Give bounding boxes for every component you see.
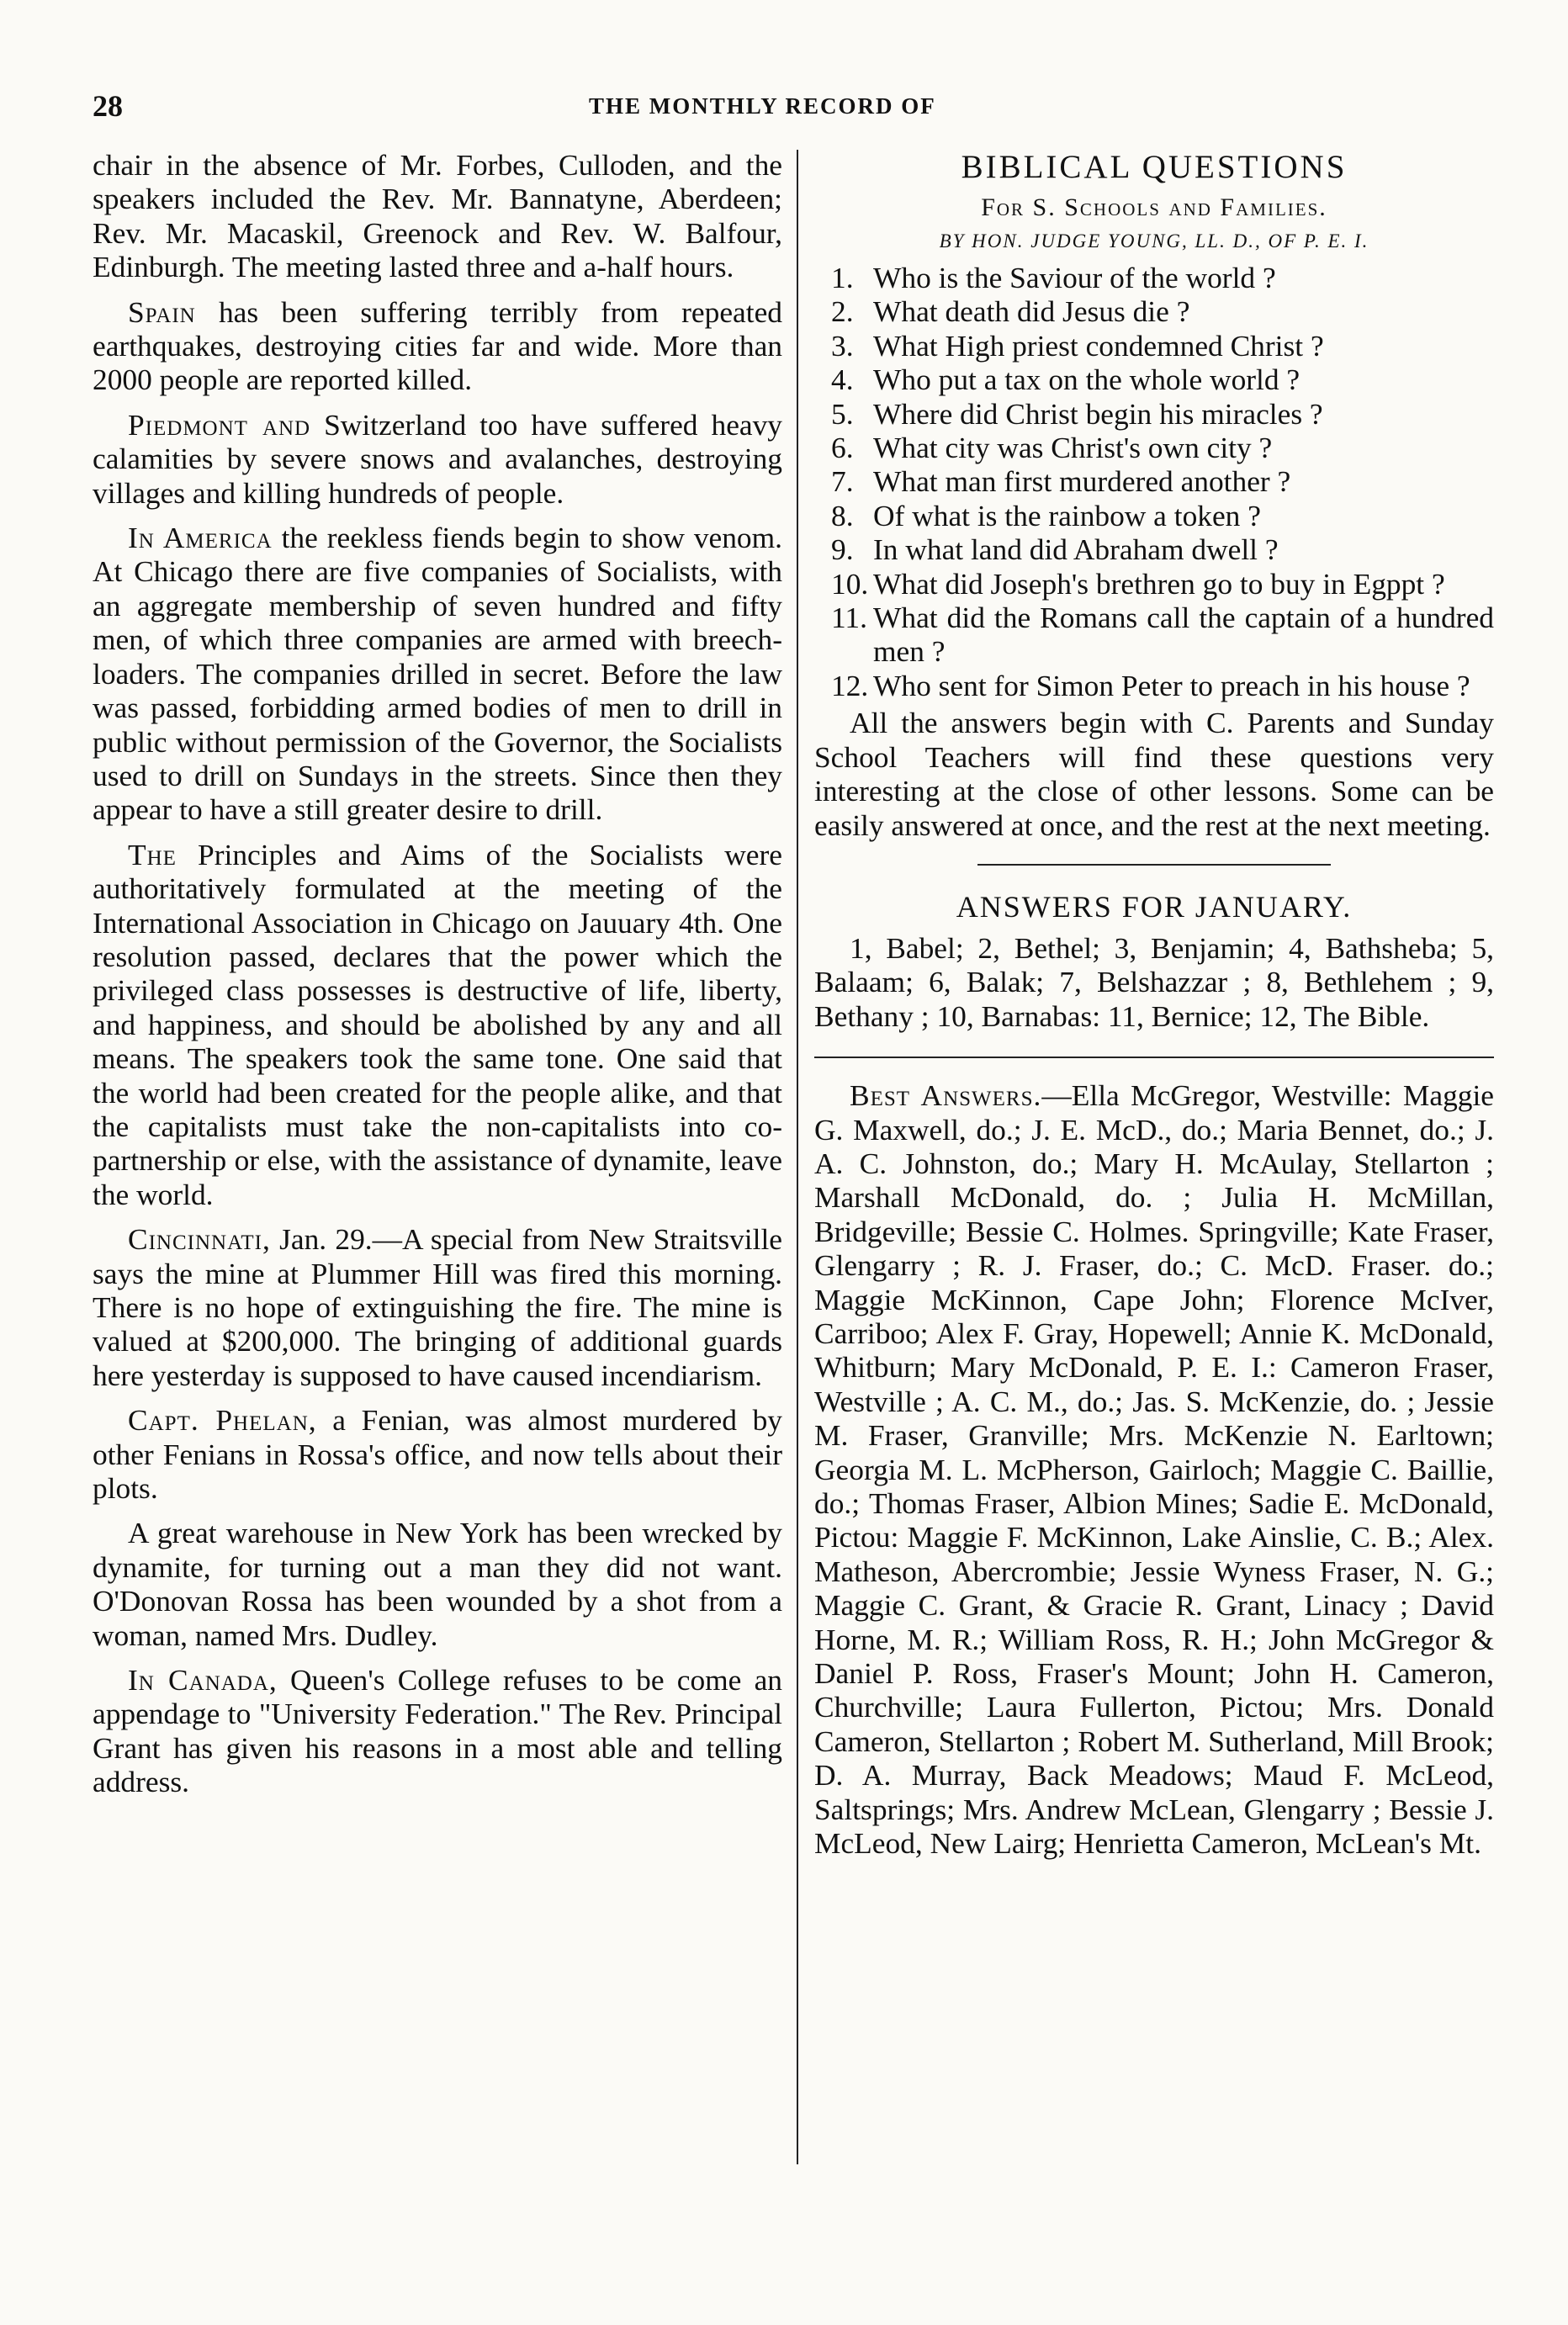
right-column — [814, 148, 1494, 1871]
paragraph-lead: Cincinnati, — [128, 1222, 271, 1257]
paragraph-text: a Fenian, was almost murdered by other Fenians in Rossa's office, and now tells about their plots. — [93, 1403, 782, 1506]
question-number: 3. — [831, 328, 854, 363]
paragraph — [93, 1663, 782, 1799]
question-number: 6. — [831, 431, 854, 465]
question-number: 12. — [831, 668, 869, 702]
question-number: 4. — [831, 363, 854, 397]
paragraph — [93, 408, 782, 510]
question-text: What High priest condemned Christ ? — [873, 328, 1324, 363]
question-number: 11. — [831, 601, 867, 635]
question-number: 8. — [831, 498, 854, 532]
question-text: What city was Christ's own city ? — [873, 431, 1273, 465]
question-number: 5. — [831, 396, 854, 431]
best-answers-lead: Best Answers. — [850, 1078, 1042, 1113]
question-text: What man first murdered another ? — [873, 464, 1291, 499]
best-answers-text: —Ella McGregor, Westville: Maggie G. Maxwell, do.; J. E. McD., do.; Maria Bennet, do.; J. A. C. Johnston, do.; Mary H. McAulay, Stellarton ; Marshall McDonald, do. ; Julia H. McMillan, Bridgeville; Bessie C. Holmes. Springville; Kate Fraser, Glengarry ; R. J. Fraser, do.; C. McD. Fraser. do.; Maggie McKinnon, Cape John; Florence McIver, Carriboo; Alex F. Gray, Hopewell; Annie K. McDonald, Whitburn; Mary McDonald, P. E. I.: Cameron Fraser, Westville ; A. C. M., do.; Jas. S. McKenzie, do. ; Jessie M. Fraser, Granville; Mrs. McKenzie N. Earltown; Georgia M. L. McPherson, Gairloch; Maggie C. Baillie, do.; Thomas Fraser, Albion Mines; Sadie E. McDonald, Pictou: Maggie F. McKinnon, Lake Ainslie, C. B.; Alex. Matheson, Abercrombie; Jessie Wyness Fraser, N. G.; Maggie C. Grant, & Gracie R. Grant, Linacy ; David Horne, M. R.; William Ross, R. H.; John McGregor & Daniel P. Ross, Fraser's Mount; John H. Cameron, Churchville; Laura Fullerton, Pictou; Mrs. Donald Cameron, Stellarton ; Robert M. Sutherland, Mill Brook; D. A. Murray, Back Meadows; Maud F. McLeod, Saltsprings; Mrs. Andrew McLean, Glengarry ; Bessie J. McLeod, New Lairg; Henrietta Cameron, McLean's Mt. — [814, 1078, 1494, 1861]
question-number: 9. — [831, 532, 854, 567]
paragraph-text: Principles and Aims of the Socialists were authoritatively formulated at the meeting of the International Association in Chicago on Jauuary 4th. One resolution passed, declares that the power which the privileged class possesses is destructive of life, liberty, and happiness, and should be abolished by any and all means. The speakers took the same tone. One said that the world had been created for the people alike, and that the capitalists must take the non-capitalists into co-partnership or else, with the assistance of dynamite, leave the world. — [93, 837, 782, 1211]
question-text: What death did Jesus die ? — [873, 294, 1190, 329]
paragraph — [93, 838, 782, 1211]
paragraph-lead: Capt. Phelan, — [128, 1403, 317, 1438]
left-column — [93, 148, 782, 1810]
question-item — [814, 532, 1494, 566]
answers-title: ANSWERS FOR JANUARY. — [956, 889, 1353, 924]
section-divider — [977, 864, 1331, 866]
paragraph-text: chair in the absence of Mr. Forbes, Culloden, and the speakers included the Rev. Mr. Bannatyne, Aberdeen; Rev. Mr. Macaskil, Greenock and Rev. W. Balfour, Edinburgh. The meeting lasted three and a-half hours. — [93, 148, 782, 284]
column-divider — [797, 150, 798, 2164]
paragraph-text: Jan. 29.—A special from New Straitsville says the mine at Plummer Hill was fired this morning. There is no hope of extinguishing the fire. The mine is valued at $200,000. The bringing of additional guards here yesterday is supposed to have caused incendiarism. — [93, 1222, 782, 1392]
paragraph-text: Switzerland too have suffered heavy calamities by severe snows and avalanches, destroying villages and killing hundreds of people. — [93, 407, 782, 510]
question-item — [814, 567, 1494, 601]
question-text: In what land did Abraham dwell ? — [873, 532, 1279, 567]
answers-list: 1, Babel; 2, Bethel; 3, Benjamin; 4, Bathsheba; 5, Balaam; 6, Balak; 7, Belshazzar ; 8, Bethlehem ; 9, Bethany ; 10, Barnabas: 11, Bernice; 12, The Bible. — [814, 930, 1494, 1033]
paragraph-lead: The — [128, 837, 177, 871]
answers-note: All the answers begin with C. Parents and Sunday School Teachers will find these questions very interesting at the close of other lessons. Some can be easily answered at once, and the rest at the next meeting. — [814, 706, 1494, 842]
paragraph — [93, 1516, 782, 1652]
paragraph-lead: In Canada, — [128, 1663, 278, 1697]
paragraph — [93, 1222, 782, 1392]
paragraph — [93, 295, 782, 397]
paragraph — [93, 1403, 782, 1505]
question-list — [814, 261, 1494, 702]
paragraph — [93, 148, 782, 284]
best-answers — [814, 1078, 1494, 1860]
paragraph-lead: Piedmont and — [128, 407, 311, 442]
question-item — [814, 431, 1494, 464]
running-title: THE MONTHLY RECORD OF — [589, 93, 936, 119]
question-text: Who is the Saviour of the world ? — [873, 261, 1276, 294]
question-text: Who sent for Simon Peter to preach in his house ? — [873, 668, 1470, 702]
question-text: What did Joseph's brethren go to buy in Egppt ? — [873, 566, 1445, 601]
answers-divider — [814, 1057, 1494, 1058]
paragraph-lead: Spain — [128, 294, 196, 329]
question-number: 10. — [831, 566, 869, 601]
paragraph — [93, 521, 782, 827]
question-item — [814, 669, 1494, 702]
section-subtitle: For S. Schools and Families. — [981, 193, 1327, 221]
question-text: Of what is the rainbow a token ? — [873, 498, 1261, 532]
section-title: BIBLICAL QUESTIONS — [961, 149, 1348, 185]
page-number: 28 — [93, 89, 123, 123]
question-item — [814, 363, 1494, 396]
question-item — [814, 261, 1494, 294]
question-item — [814, 397, 1494, 431]
question-text: What did the Romans call the captain of a hundred men ? — [873, 601, 1494, 669]
question-item — [814, 294, 1494, 328]
question-text: Where did Christ begin his miracles ? — [873, 396, 1323, 431]
paragraph-text: A great warehouse in New York has been wrecked by dynamite, for turning out a man they did not want. O'Donovan Rossa has been wounded by a shot from a woman, named Mrs. Dudley. — [93, 1516, 782, 1652]
question-item — [814, 499, 1494, 532]
question-item — [814, 464, 1494, 498]
paragraph-text: Queen's College refuses to be come an appendage to "University Federation." The Rev. Principal Grant has given his reasons in a most able and telling address. — [93, 1663, 782, 1799]
byline: BY HON. JUDGE YOUNG, LL. D., OF P. E. I. — [939, 230, 1369, 252]
question-number: 1. — [831, 261, 854, 294]
paragraph-text: has been suffering terribly from repeated earthquakes, destroying cities far and wide. More than 2000 people are reported killed. — [93, 294, 782, 397]
question-item — [814, 329, 1494, 363]
question-number: 7. — [831, 464, 854, 499]
question-item — [814, 601, 1494, 669]
page-header — [93, 88, 1489, 130]
question-number: 2. — [831, 294, 854, 329]
question-text: Who put a tax on the whole world ? — [873, 363, 1300, 397]
paragraph-text: the reekless fiends begin to show venom. At Chicago there are five companies of Socialists, with an aggregate membership of seven hundred and fifty men, of which three companies are armed with breech-loaders. The companies drilled in secret. Before the law was passed, forbidding armed bodies of men to drill in public without permission of the Governor, the Socialists used to drill on Sundays in the streets. Since then they appear to have a still greater desire to drill. — [93, 521, 782, 827]
paragraph-lead: In America — [128, 521, 273, 555]
